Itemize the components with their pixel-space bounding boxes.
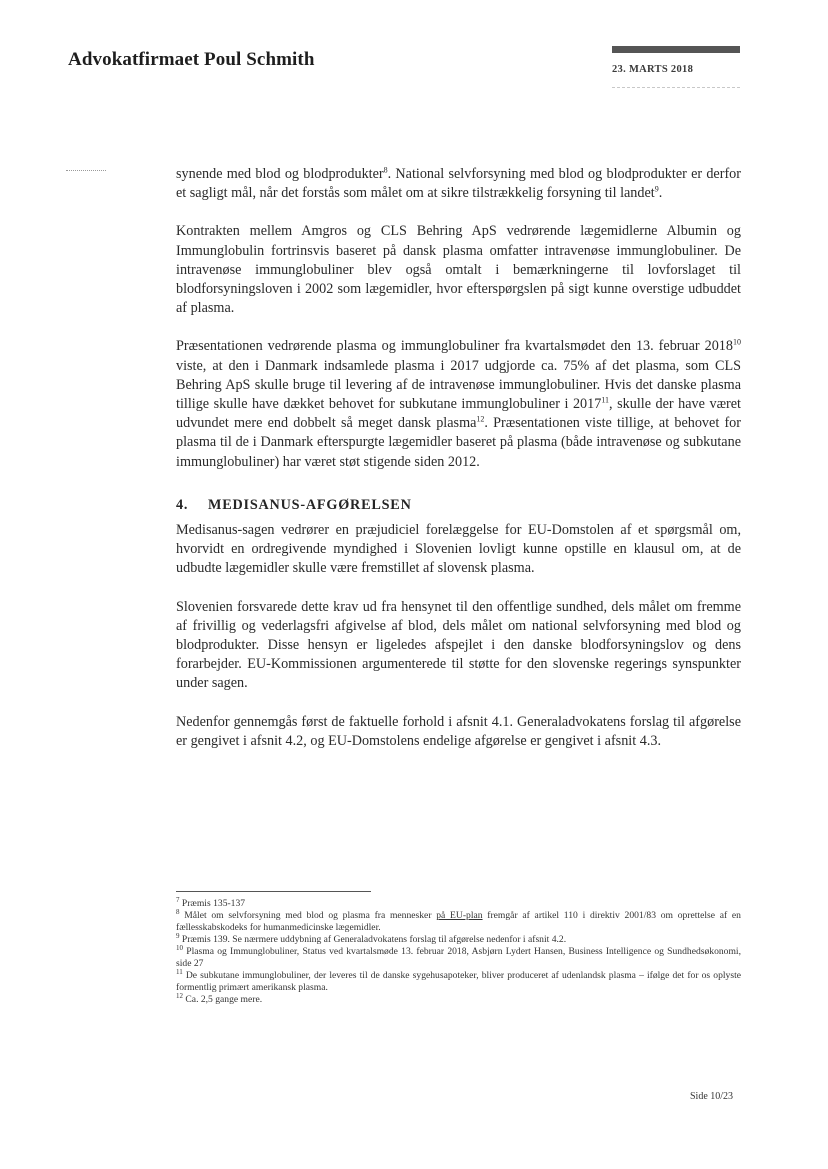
document-date: 23. MARTS 2018 <box>612 64 694 75</box>
footnote-text: Målet om selvforsyning med blod og plasma fra mennesker <box>184 910 437 921</box>
paragraph-text: synende med blod og blodprodukter <box>176 166 384 182</box>
footnote-ref: 8 <box>383 165 388 175</box>
section-number: 4. <box>176 496 189 513</box>
paragraph-6: Nedenfor gennemgås først de faktuelle forhold i afsnit 4.1. Generaladvokatens forslag til afgørelse er gengivet i afsnit 4.2, og EU-Domstolens endelige afgørelse er gengivet i afsnit 4.3. <box>176 713 741 749</box>
firm-name: Advokatfirmaet Poul Schmith <box>68 49 315 70</box>
footnote-ref: 12 <box>476 414 485 424</box>
footnote-9 <box>176 931 741 946</box>
footnote-7 <box>176 895 741 910</box>
footnote-11 <box>176 967 741 994</box>
footnote-text: Ca. 2,5 gange mere. <box>185 994 263 1005</box>
paragraph-1 <box>176 165 741 203</box>
footnotes <box>176 895 741 1006</box>
date-bar <box>612 46 740 53</box>
footnote-number: 11 <box>176 967 183 976</box>
footnote-10 <box>176 943 741 970</box>
footnote-number: 9 <box>176 931 180 940</box>
page-number: Side 10/23 <box>690 1091 734 1102</box>
footnote-ref: 10 <box>733 337 741 347</box>
footnote-text: fremgår af artikel 110 i direktiv 2001/83 om oprettelse af en fællesskabskodeks for humanmedicinske lægemidler. <box>176 910 741 933</box>
footnote-number: 10 <box>176 943 183 952</box>
section-title: MEDISANUS-AFGØRELSEN <box>208 496 412 513</box>
paragraph-text: , skulle der have været udvundet mere end dobbelt så meget dansk plasma <box>176 396 741 432</box>
section-heading <box>176 496 741 515</box>
footnote-text: Præmis 139. Se nærmere uddybning af Generaladvokatens forslag til afgørelse nedenfor i afsnit 4.2. <box>181 934 567 945</box>
paragraph-2: Kontrakten mellem Amgros og CLS Behring ApS vedrørende lægemidlerne Albumin og Immunglobulin fortrinsvis baseret på dansk plasma omfatter intravenøse immunglobuliner. De intravenøse immunglobuliner blev også omtalt i bemærkningerne til lovforslaget til blodforsyningsloven i 2002 som lægemidler, hvor efterspørgslen på sigt kunne overstige udbuddet af plasma. <box>176 223 741 317</box>
footnote-underlined-text: på EU-plan <box>436 910 483 921</box>
paragraph-5: Slovenien forsvarede dette krav ud fra hensynet til den offentlige sundhed, dels målet om fremme af frivillig og vederlagsfri afgivelse af blod, dels målet om national selvforsyning med blod og blodprodukter. Disse hensyn er ligeledes afspejlet i den danske blodforsyningslov og dens forarbejder. EU-Kommissionen argumenterede til støtte for den slovenske regerings synspunkter under sagen. <box>176 598 741 692</box>
footnote-text: Plasma og Immunglobuliner, Status ved kvartalsmøde 13. februar 2018, Asbjørn Lydert Hansen, Business Intelligence og Sundhedsøkonomi, side 27 <box>176 946 741 969</box>
footnote-text: De subkutane immunglobuliner, der leveres til de danske sygehusapoteker, bliver produceret af udenlandsk plasma – ifølge det for os oplyste formentlig primært amerikansk plasma. <box>176 970 741 993</box>
footnote-12 <box>176 991 741 1006</box>
footnote-text: Præmis 135-137 <box>181 898 246 909</box>
paragraph-text: viste, at den i Danmark indsamlede plasma i 2017 udgjorde ca. 75% af det plasma, som CLS Behring ApS skulle bruge til levering af de intravenøse immunglobuliner. Hvis det danske plasma tillige skulle have dækket behovet for subkutane immunglobuliner i 2017 <box>176 357 741 413</box>
paragraph-4: Medisanus-sagen vedrører en præjudiciel forelæggelse for EU-Domstolen af et spørgsmål om, hvorvidt en ordregivende myndighed i Slovenien lovligt kunne opstille en klausul om, at de udbudte lægemidler skulle være fremstillet af slovensk plasma. <box>176 522 741 577</box>
paragraph-text: . Præsentationen viste tillige, at behovet for plasma til de i Danmark efterspurgte lægemidler baseret på plasma (både intravenøse og subkutane immunglobuliner) har været støt stigende siden 2012. <box>176 415 742 470</box>
footnote-ref: 11 <box>601 395 610 405</box>
paragraph-text: . National selvforsyning med blod og blodprodukter er derfor et sagligt mål, når det forstås som målet om at sikre tilstrækkelig forsyning til landet <box>176 166 741 202</box>
header-rule <box>612 87 740 88</box>
footnote-number: 12 <box>176 991 183 1000</box>
footnote-number: 8 <box>176 907 180 916</box>
paragraph-text: Præsentationen vedrørende plasma og immunglobuliner fra kvartalsmødet den 13. februar 2018 <box>176 338 733 355</box>
footnote-number: 7 <box>176 895 180 904</box>
document-body <box>176 165 741 770</box>
footnote-8 <box>176 907 741 934</box>
margin-mark <box>66 170 106 171</box>
paragraph-text: . <box>658 185 663 202</box>
paragraph-3 <box>176 337 741 471</box>
footnote-rule <box>176 891 371 892</box>
footnote-ref: 9 <box>654 184 659 194</box>
